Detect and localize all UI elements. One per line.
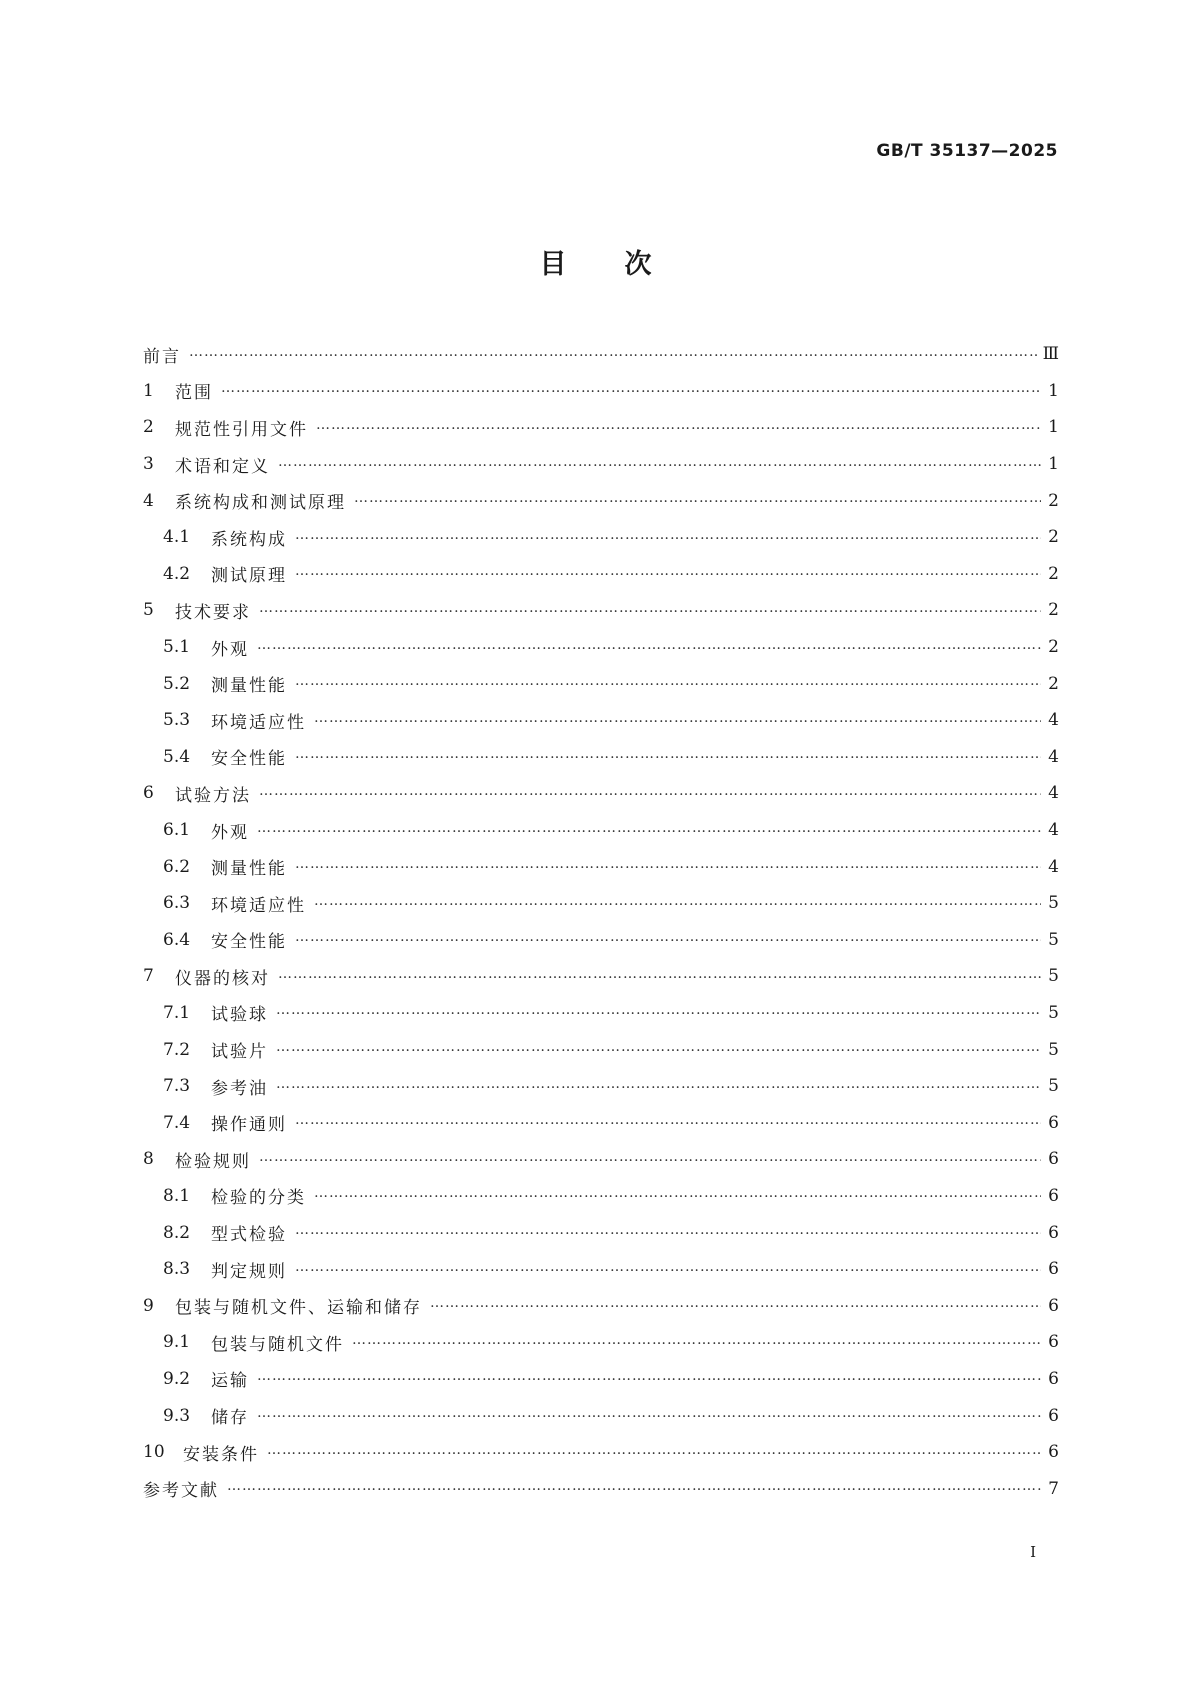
toc-dot-leader (295, 1112, 1041, 1129)
toc-entry[interactable] (143, 373, 1059, 410)
toc-entry-page: 5 (1048, 966, 1059, 987)
toc-entry-title: 包装与随机文件 (211, 1334, 344, 1355)
toc-entry-title: 环境适应性 (211, 895, 306, 916)
toc-entry-number: 7.2 (163, 1039, 191, 1060)
toc-entry-number: 1 (143, 380, 154, 401)
toc-dot-leader (276, 1039, 1041, 1056)
toc-entry-title: 仪器的核对 (175, 968, 270, 989)
toc-entry-number: 7.1 (163, 1002, 191, 1023)
toc-entry[interactable] (143, 885, 1059, 922)
toc-entry-page: 2 (1048, 600, 1059, 621)
toc-entry[interactable] (143, 739, 1059, 776)
toc-entry-page: 6 (1048, 1149, 1059, 1170)
toc-entry-page: 6 (1048, 1185, 1059, 1206)
toc-entry[interactable] (143, 958, 1059, 995)
toc-dot-leader (259, 600, 1041, 617)
toc-entry-title: 安装条件 (183, 1444, 259, 1465)
toc-entry-page: 4 (1048, 746, 1059, 767)
toc-dot-leader (314, 893, 1041, 910)
toc-entry[interactable] (143, 1470, 1059, 1507)
toc-entry-page: 4 (1048, 783, 1059, 804)
toc-entry[interactable] (143, 812, 1059, 849)
toc-entry-title: 参考油 (211, 1078, 268, 1099)
toc-entry-page: 6 (1048, 1442, 1059, 1463)
toc-entry-number: 4.1 (163, 527, 191, 548)
toc-entry[interactable] (143, 665, 1059, 702)
toc-entry-title: 系统构成和测试原理 (175, 493, 346, 514)
toc-entry-title: 试验片 (211, 1042, 268, 1063)
toc-dot-leader (295, 1259, 1041, 1276)
toc-dot-leader (278, 966, 1041, 983)
toc-dot-leader (295, 856, 1041, 873)
toc-entry-number: 7.4 (163, 1112, 191, 1133)
toc-entry-title: 判定规则 (211, 1261, 287, 1282)
toc-entry-page: 4 (1048, 856, 1059, 877)
toc-entry-number: 5.4 (163, 746, 191, 767)
toc-dot-leader (314, 710, 1041, 727)
toc-entry[interactable] (143, 1287, 1059, 1324)
toc-entry-title: 型式检验 (211, 1225, 287, 1246)
toc-dot-leader (352, 1332, 1041, 1349)
toc-entry-title: 运输 (211, 1371, 249, 1392)
toc-entry-title: 操作通则 (211, 1115, 287, 1136)
toc-entry-number: 7 (143, 966, 154, 987)
toc-entry-page: 2 (1048, 563, 1059, 584)
toc-dot-leader (316, 417, 1041, 434)
toc-entry-number: 9.1 (163, 1332, 191, 1353)
toc-entry-title: 检验规则 (175, 1151, 251, 1172)
toc-entry-page: 2 (1048, 490, 1059, 511)
toc-entry[interactable] (143, 775, 1059, 812)
toc-entry-page: 5 (1048, 1039, 1059, 1060)
toc-dot-leader (267, 1442, 1041, 1459)
toc-entry-number: 8 (143, 1149, 154, 1170)
toc-entry[interactable] (143, 629, 1059, 666)
toc-entry-title: 储存 (211, 1408, 249, 1429)
toc-entry[interactable] (143, 922, 1059, 959)
toc-entry-title: 测量性能 (211, 859, 287, 880)
toc-entry-title: 环境适应性 (211, 712, 306, 733)
toc-entry[interactable] (143, 1251, 1059, 1288)
toc-entry-number: 6.1 (163, 820, 191, 841)
toc-entry-number: 2 (143, 417, 154, 438)
toc-entry-title: 包装与随机文件、运输和储存 (175, 1298, 422, 1319)
toc-entry[interactable] (143, 592, 1059, 629)
toc-entry[interactable] (143, 1397, 1059, 1434)
toc-entry-title: 系统构成 (211, 529, 287, 550)
toc-entry[interactable] (143, 519, 1059, 556)
toc-dot-leader (295, 1222, 1041, 1239)
toc-dot-leader (257, 637, 1041, 654)
toc-dot-leader (276, 1002, 1041, 1019)
toc-entry-title: 安全性能 (211, 932, 287, 953)
standard-number: GB/T 35137—2025 (876, 141, 1058, 161)
toc-dot-leader (295, 929, 1041, 946)
toc-entry-number: 6.3 (163, 893, 191, 914)
toc-entry-number: 9 (143, 1295, 154, 1316)
toc-entry-number: 8.3 (163, 1259, 191, 1280)
toc-entry-title: 范围 (175, 383, 213, 404)
toc-dot-leader (295, 563, 1041, 580)
toc-entry-page: 2 (1048, 637, 1059, 658)
page-number: I (1030, 1543, 1036, 1561)
toc-entry[interactable] (143, 995, 1059, 1032)
toc-entry-title: 检验的分类 (211, 1188, 306, 1209)
toc-dot-leader (221, 380, 1041, 397)
toc-entry-number: 9.3 (163, 1405, 191, 1426)
toc-entry[interactable] (143, 1068, 1059, 1105)
toc-entry[interactable] (143, 409, 1059, 446)
toc-dot-leader (259, 783, 1041, 800)
toc-entry-number: 7.3 (163, 1076, 191, 1097)
toc-dot-leader (354, 490, 1041, 507)
toc-entry[interactable] (143, 1031, 1059, 1068)
toc-dot-leader (295, 746, 1041, 763)
toc-entry[interactable] (143, 1178, 1059, 1215)
toc-entry-number: 6 (143, 783, 154, 804)
toc-entry-page: 1 (1048, 380, 1059, 401)
toc-entry-page: 2 (1048, 673, 1059, 694)
toc-dot-leader (295, 527, 1041, 544)
toc-entry[interactable] (143, 1434, 1059, 1471)
toc-dot-leader (430, 1295, 1041, 1312)
toc-entry-page: 5 (1048, 929, 1059, 950)
toc-entry-title: 试验方法 (175, 785, 251, 806)
toc-entry-number: 5.3 (163, 710, 191, 731)
toc-entry[interactable] (143, 1141, 1059, 1178)
toc-entry-page: 7 (1048, 1478, 1059, 1499)
toc-entry-page: 6 (1048, 1259, 1059, 1280)
toc-dot-leader (259, 1149, 1041, 1166)
toc-entry-number: 3 (143, 454, 154, 475)
toc-entry-title: 技术要求 (175, 602, 251, 623)
toc-entry-page: 6 (1048, 1295, 1059, 1316)
toc-entry-page: 1 (1048, 454, 1059, 475)
toc-entry-number: 8.2 (163, 1222, 191, 1243)
toc-dot-leader (257, 1368, 1041, 1385)
toc-entry-number: 9.2 (163, 1368, 191, 1389)
toc-entry-title: 规范性引用文件 (175, 419, 308, 440)
toc-entry[interactable] (143, 848, 1059, 885)
page-title: 目次 (539, 249, 710, 280)
toc-entry-title: 试验球 (211, 1005, 268, 1026)
toc-entry[interactable] (143, 482, 1059, 519)
toc-entry-number: 6.2 (163, 856, 191, 877)
table-of-contents (143, 336, 1059, 1507)
toc-dot-leader (314, 1185, 1041, 1202)
toc-dot-leader (276, 1076, 1041, 1093)
toc-entry-number: 8.1 (163, 1185, 191, 1206)
toc-entry-page: 5 (1048, 1002, 1059, 1023)
toc-dot-leader (189, 344, 1037, 361)
toc-entry-page: 6 (1048, 1222, 1059, 1243)
toc-entry-number: 4.2 (163, 563, 191, 584)
toc-entry-title: 术语和定义 (175, 456, 270, 477)
toc-entry-page: 5 (1048, 1076, 1059, 1097)
toc-entry-number: 6.4 (163, 929, 191, 950)
toc-entry[interactable] (143, 1214, 1059, 1251)
toc-entry-title: 外观 (211, 639, 249, 660)
toc-entry-page: 1 (1048, 417, 1059, 438)
toc-entry-number: 4 (143, 490, 154, 511)
toc-dot-leader (227, 1478, 1041, 1495)
toc-entry-title: 外观 (211, 822, 249, 843)
toc-entry[interactable] (143, 702, 1059, 739)
toc-entry-page: 5 (1048, 893, 1059, 914)
toc-dot-leader (257, 1405, 1041, 1422)
toc-entry-page: 6 (1048, 1332, 1059, 1353)
toc-entry-number: 5.1 (163, 637, 191, 658)
toc-dot-leader (295, 673, 1041, 690)
toc-entry-page: 4 (1048, 710, 1059, 731)
toc-entry[interactable] (143, 1324, 1059, 1361)
toc-entry-page: 4 (1048, 820, 1059, 841)
toc-entry[interactable] (143, 336, 1059, 373)
toc-entry-page: 2 (1048, 527, 1059, 548)
toc-entry[interactable] (143, 446, 1059, 483)
toc-entry-title: 前言 (143, 346, 181, 367)
toc-entry-page: Ⅲ (1042, 344, 1059, 365)
toc-entry-number: 5.2 (163, 673, 191, 694)
toc-entry-title: 安全性能 (211, 749, 287, 770)
toc-entry-number: 10 (143, 1442, 165, 1463)
toc-entry-page: 6 (1048, 1405, 1059, 1426)
toc-entry-title: 参考文献 (143, 1481, 219, 1502)
toc-entry-page: 6 (1048, 1368, 1059, 1389)
toc-entry-page: 6 (1048, 1112, 1059, 1133)
toc-entry[interactable] (143, 1361, 1059, 1398)
toc-entry-number: 5 (143, 600, 154, 621)
toc-entry[interactable] (143, 1104, 1059, 1141)
toc-entry[interactable] (143, 556, 1059, 593)
toc-dot-leader (257, 820, 1041, 837)
toc-entry-title: 测量性能 (211, 676, 287, 697)
toc-dot-leader (278, 454, 1041, 471)
toc-entry-title: 测试原理 (211, 566, 287, 587)
